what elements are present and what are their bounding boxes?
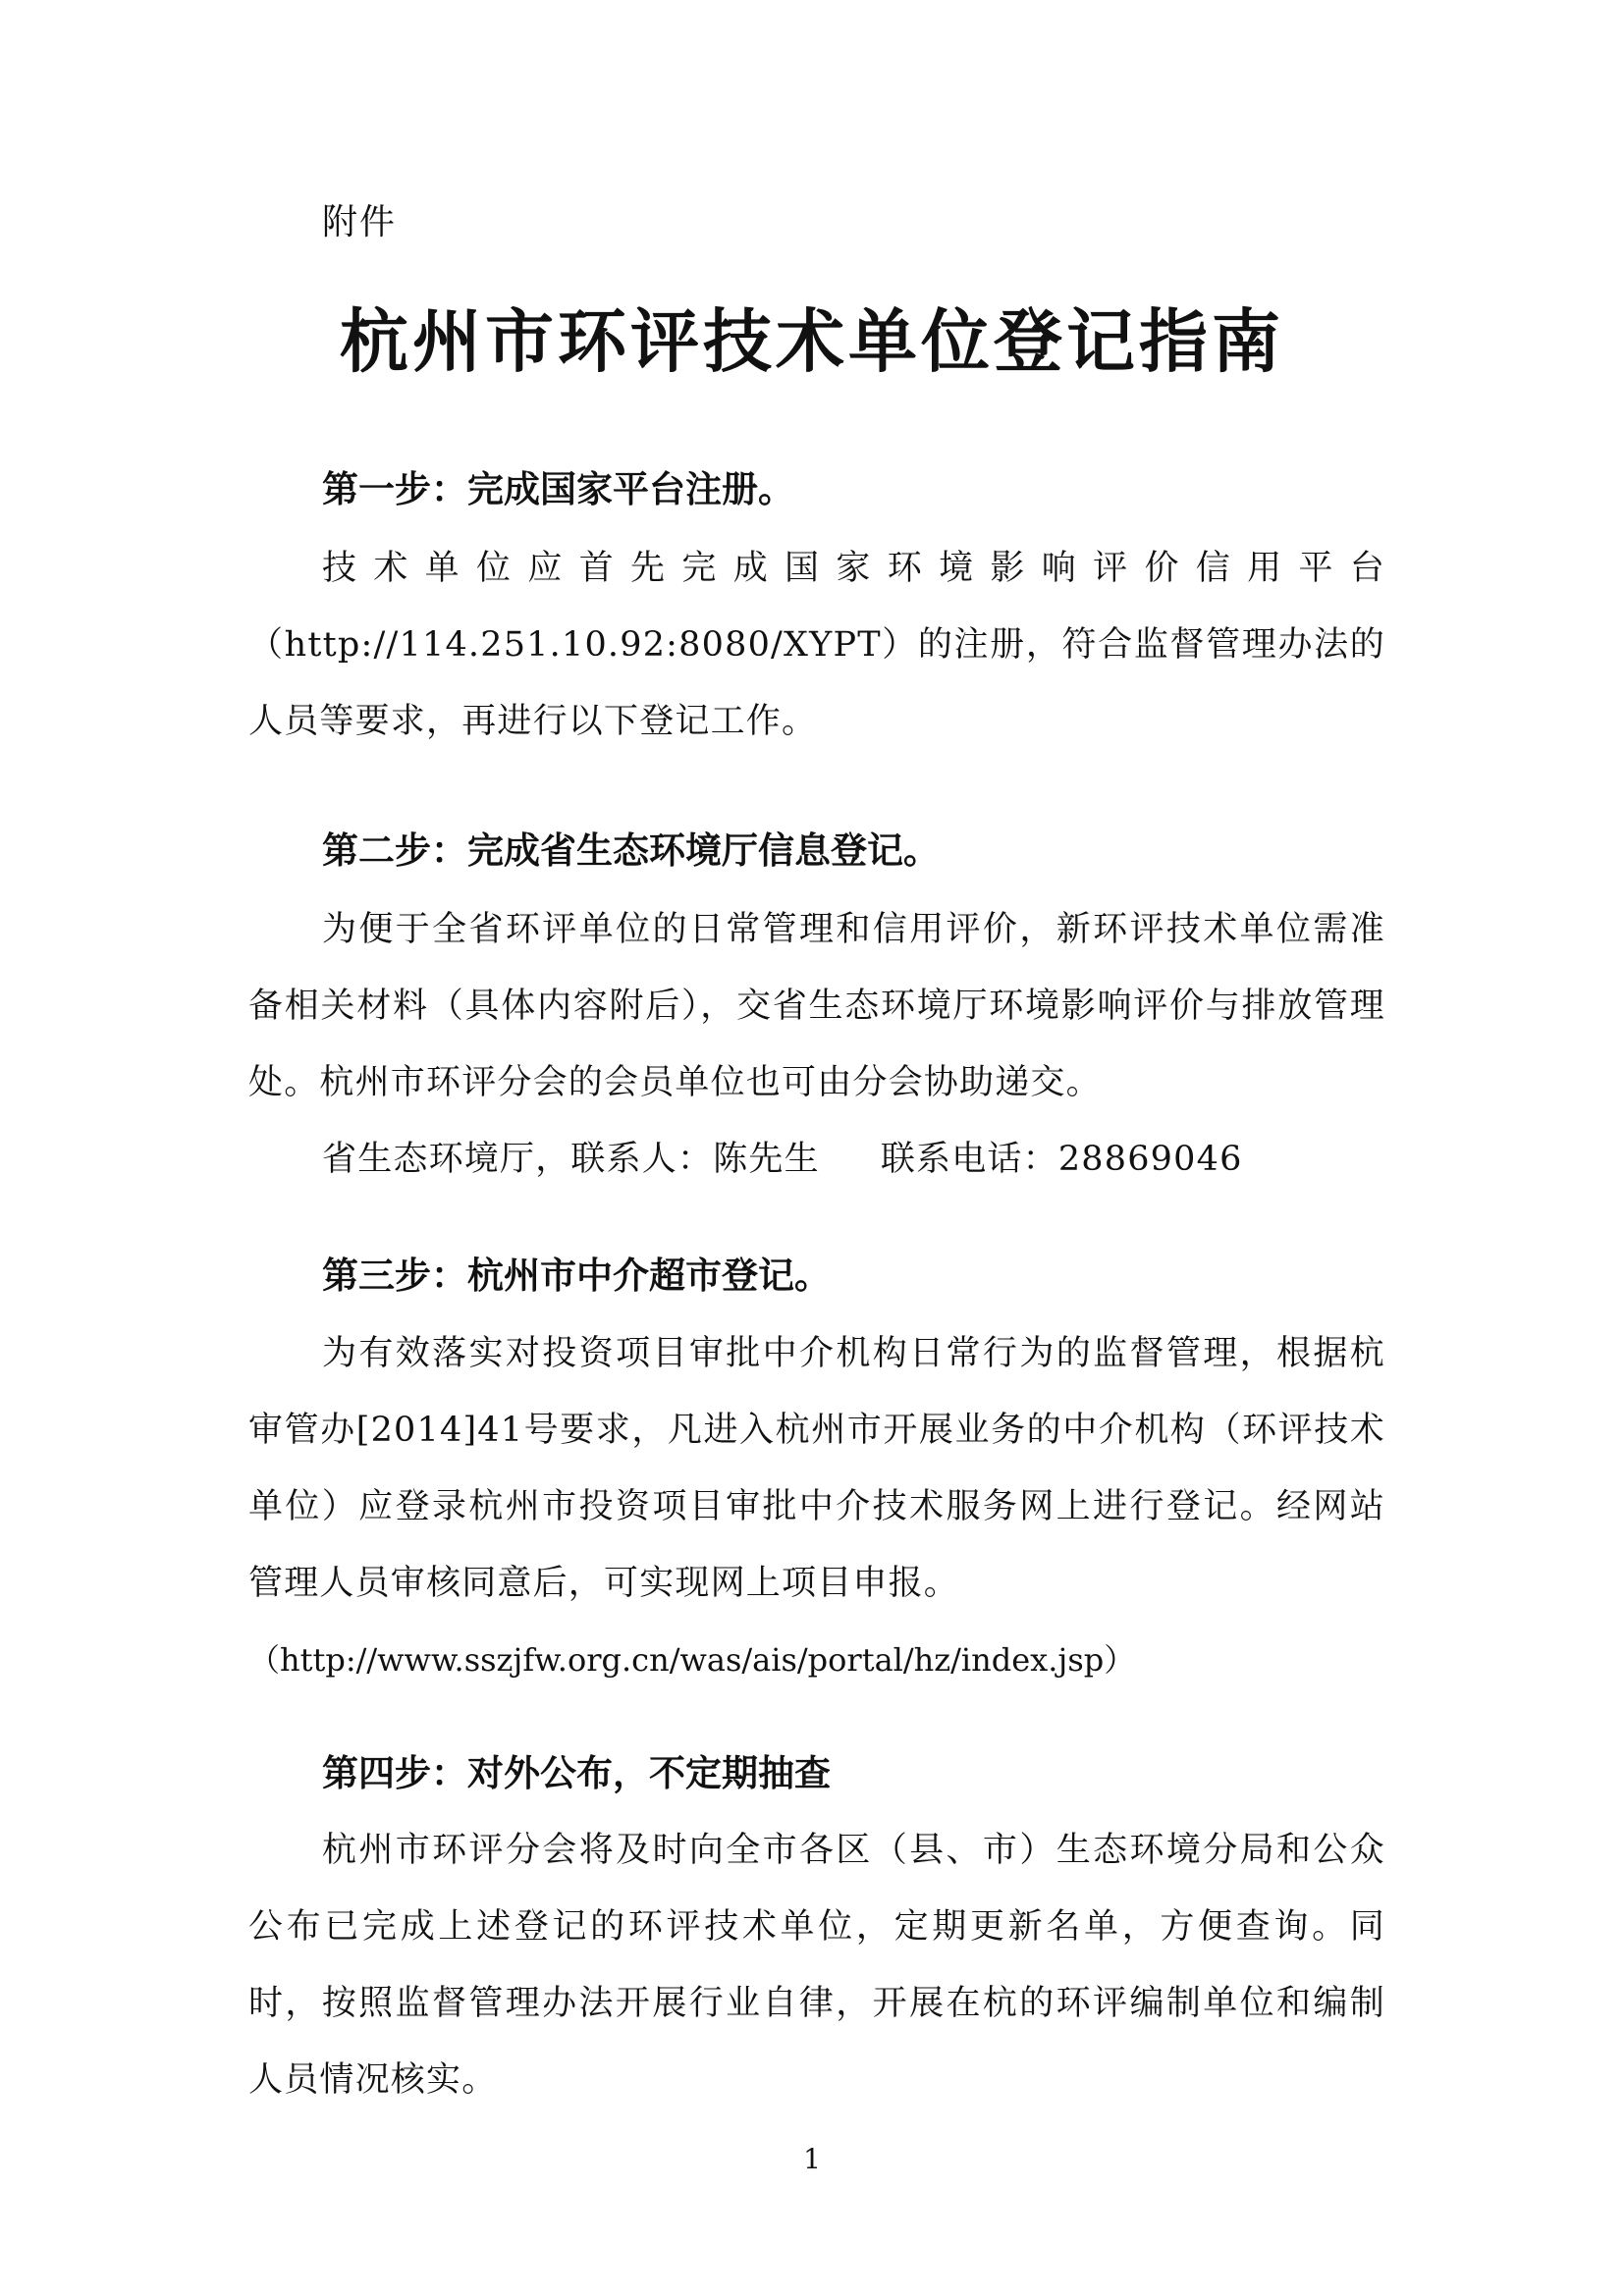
section-2-heading: 第二步：完成省生态环境厅信息登记。	[322, 829, 940, 872]
section-3-url: （http://www.sszjfw.org.cn/was/ais/portal/hz/index.jsp）	[248, 1641, 1136, 1679]
section-4-body	[248, 1812, 1385, 2118]
page-number: 1	[803, 2143, 821, 2175]
section-1-paragraph: 技术单位应首先完成国家环境影响评价信用平台（http://114.251.10.92:8080/XYPT）的注册，符合监督管理办法的人员等要求，再进行以下登记工作。	[248, 549, 1385, 741]
section-2-contact	[248, 1121, 1385, 1198]
section-3	[248, 1252, 1385, 1301]
section-4-heading: 第四步：对外公布，不定期抽查	[322, 1752, 831, 1794]
section-2-body	[248, 891, 1385, 1198]
section-1-body	[248, 530, 1385, 760]
section-2	[248, 827, 1385, 876]
section-1	[248, 465, 1385, 514]
section-3-paragraph: 为有效落实对投资项目审批中介机构日常行为的监督管理，根据杭审管办[2014]41号要求，凡进入杭州市开展业务的中介机构（环评技术单位）应登录杭州市投资项目审批中介技术服务网上进行登记。经网站管理人员审核同意后，可实现网上项目申报。	[248, 1334, 1385, 1603]
section-3-heading: 第三步：杭州市中介超市登记。	[322, 1255, 831, 1297]
attachment-label: 附件	[322, 202, 398, 242]
contact-phone: 联系电话：28869046	[880, 1140, 1243, 1179]
section-3-body	[248, 1315, 1385, 1698]
section-1-heading: 第一步：完成国家平台注册。	[322, 468, 794, 510]
section-4-paragraph: 杭州市环评分会将及时向全市各区（县、市）生态环境分局和公众公布已完成上述登记的环评技术单位，定期更新名单，方便查询。同时，按照监督管理办法开展行业自律，开展在杭的环评编制单位和编制人员情况核实。	[248, 1831, 1385, 2100]
contact-org: 省生态环境厅，联系人：陈先生	[322, 1140, 820, 1179]
section-4	[248, 1749, 1385, 1798]
section-2-paragraph: 为便于全省环评单位的日常管理和信用评价，新环评技术单位需准备相关材料（具体内容附后），交省生态环境厅环境影响评价与排放管理处。杭州市环评分会的会员单位也可由分会协助递交。	[248, 910, 1385, 1102]
page-title: 杭州市环评技术单位登记指南	[340, 300, 1284, 382]
